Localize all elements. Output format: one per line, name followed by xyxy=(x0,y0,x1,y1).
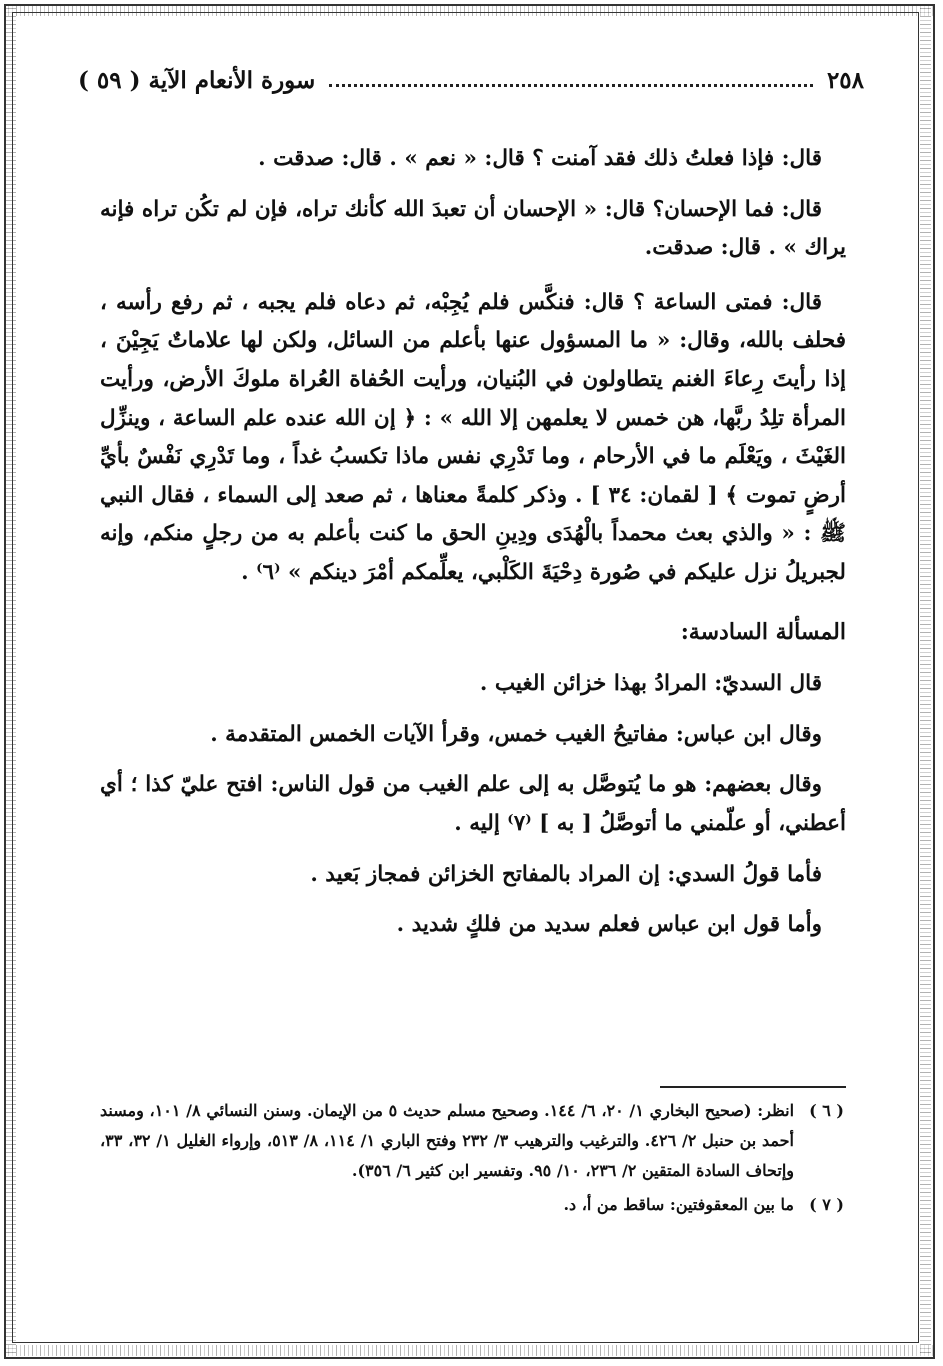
paragraph: وأما قول ابن عباس فعلم سديد من فلكٍ شديد . xyxy=(396,912,822,938)
paragraph: قال: فمتى الساعة ؟ قال: فنكَّس فلم يُجِبْه، ثم دعاه فلم يجبه ، ثم رفع رأسه ، فحلف بالله، وقال: « ما المسؤول عنها بأعلم من السائل، ولكن لها علاماتٌ يَجِيْنَ ، إذا رأيتَ رِعاءَ الغنم يتطاولون في البُنيان، ورأيت الحُفاة العُراة ملوكَ الأرض، ورأيت المرأة تلِدُ ربَّها، هن خمس لا يعلمهن إلا الله » : ﴿ إن الله عنده علم الساعة ، وينزِّل الغَيْثَ ، ويَعْلَم ما في الأرحام ، وما تَدْرِي نفس ماذا تكسبُ غداً ، وما تَدْرِي نَفْسٌ بأيِّ أرضٍ تموت ﴾ [ لقمان: ٣٤ ] . وذكر كلمةً معناها ، ثم صعد إلى السماء ، فقال النبي ﷺ : « والذي بعث محمداً بالْهُدَى ودِينِ الحق ما كنت بأعلم به من رجلٍ منكم، وإنه لجبريلُ نزل عليكم في صُورة دِحْيَةَ الكَلْبي، يعلِّمكم أمْرَ دينكم » ⁽٦⁾ . xyxy=(100,289,846,585)
paragraph: وقال بعضهم: هو ما يُتوصَّل به إلى علم الغيب من قول الناس: افتح عليّ كذا ؛ أي أعطني، أو علّمني ما أتوصَّلُ [ به ] ⁽٧⁾ إليه . xyxy=(100,772,846,836)
surah-title: سورة الأنعام الآية ( ٥٩ ) xyxy=(78,66,316,94)
paragraph: وقال ابن عباس: مفاتيحُ الغيب خمس، وقرأ الآيات الخمس المتقدمة . xyxy=(210,721,822,747)
main-text xyxy=(100,140,846,957)
footnote-text: ما بين المعقوفتين: ساقط من أ، د. xyxy=(563,1195,794,1214)
paragraph: قال السديّ: المرادُ بهذا خزائن الغيب . xyxy=(479,671,822,697)
paragraph: قال: فإذا فعلتُ ذلك فقد آمنت ؟ قال: « نعم » . قال: صدقت . xyxy=(258,146,822,171)
paragraph: قال: فما الإحسان؟ قال: « الإحسان أن تعبدَ الله كأنك تراه، فإن لم تكُن تراه فإنه يراك » . قال: صدقت. xyxy=(100,196,846,261)
header-dot-leader xyxy=(329,84,813,87)
section-heading: المسألة السادسة: xyxy=(680,618,846,645)
footnote-text: انظر: (صحيح البخاري ١/ ٢٠، ٦/ ١٤٤. وصحيح مسلم حديث ٥ من الإيمان. وسنن النسائي ٨/ ١٠١، ومسند أحمد بن حنبل ٢/ ٤٢٦. والترغيب والترهيب ٣/ ٢٣٢ وفتح الباري ١/ ١١٤، ٨/ ٥١٣، وإرواء الغليل ١/ ٣٢، ٣٣، وإتحاف السادة المتقين ٢/ ٢٣٦، ١٠/ ٩٥. وتفسير ابن كثير ٦/ ٣٥٦). xyxy=(100,1101,795,1180)
footnote xyxy=(100,1096,846,1186)
footnotes xyxy=(100,1096,846,1224)
footnote-separator xyxy=(660,1086,846,1088)
footnote xyxy=(100,1190,846,1220)
footnote-number: ( ٦ ) xyxy=(809,1101,844,1120)
page-number: ٢٥٨ xyxy=(826,66,864,94)
running-header xyxy=(78,62,864,98)
paragraph: فأما قولُ السدي: إن المراد بالمفاتح الخزائن فمجاز بَعيد . xyxy=(310,861,822,887)
footnote-number: ( ٧ ) xyxy=(809,1195,844,1214)
